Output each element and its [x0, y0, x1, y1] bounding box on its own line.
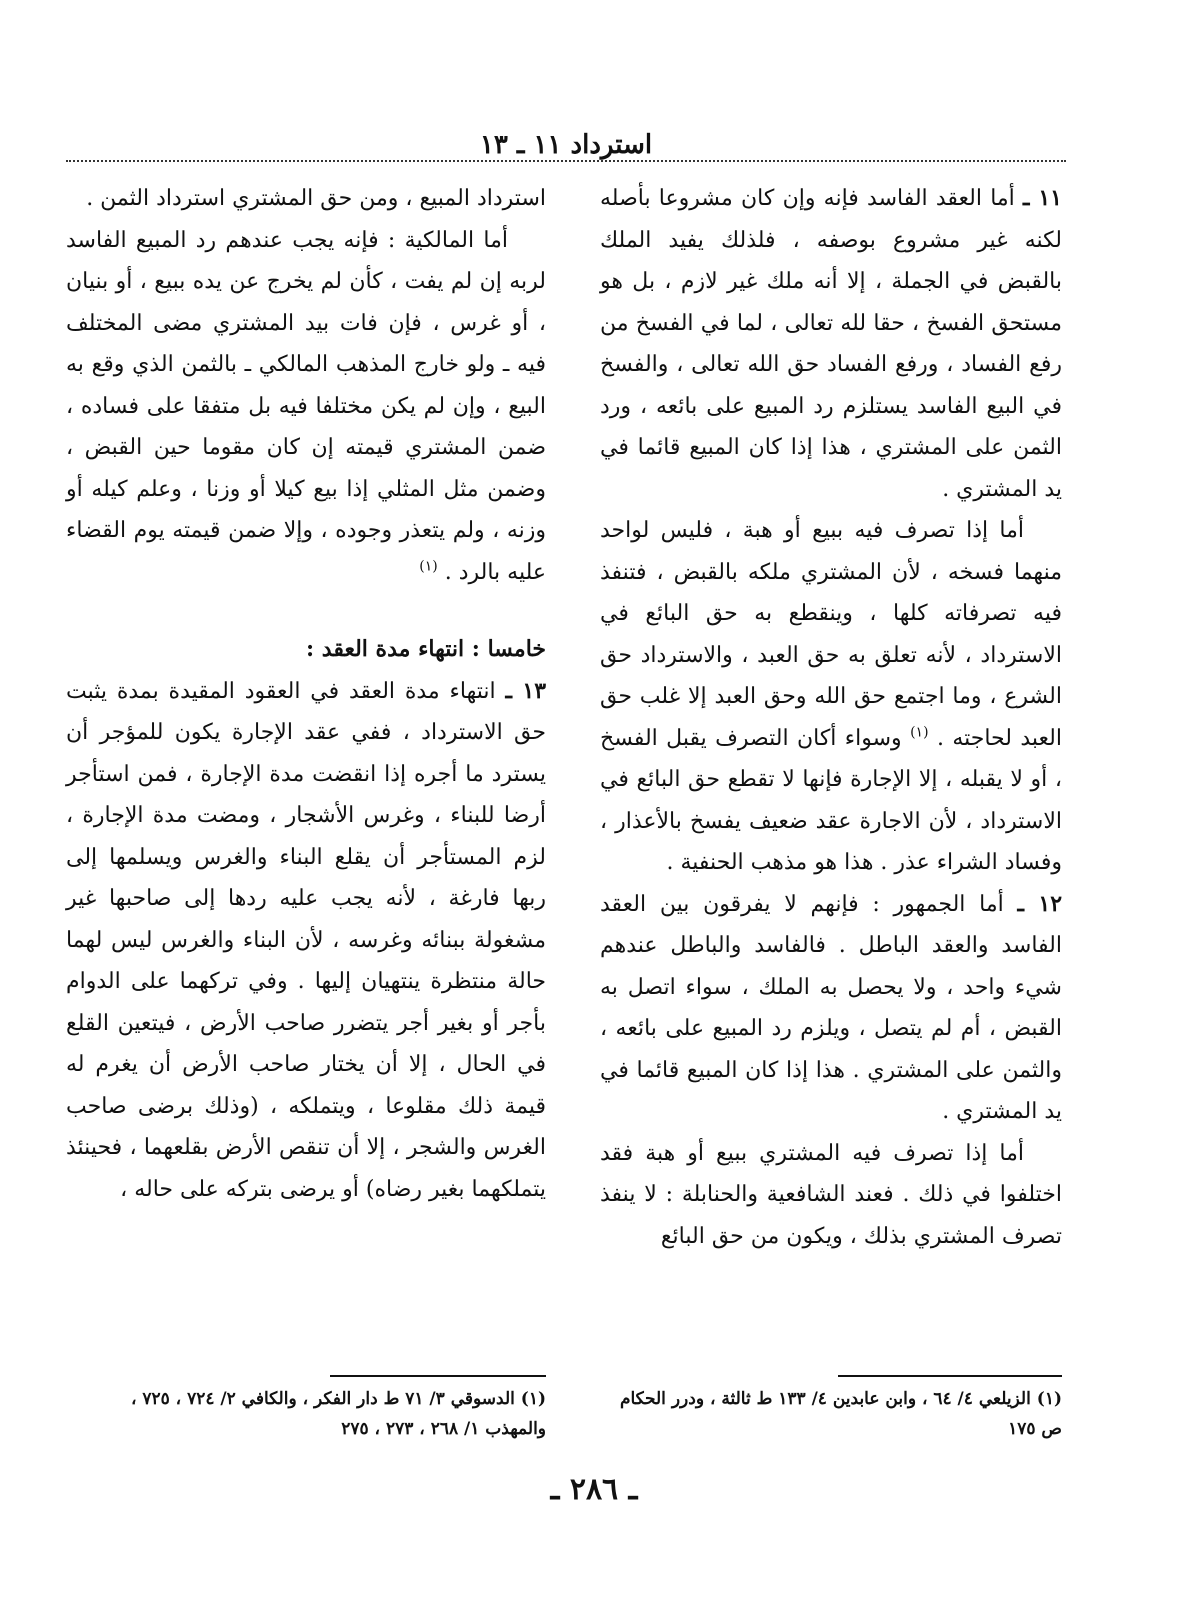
footnote-rule-left: [330, 1375, 546, 1377]
section-heading: خامسا : انتهاء مدة العقد :: [306, 636, 546, 662]
paragraph-11: [600, 178, 1062, 510]
header-dotted-rule: [66, 160, 1066, 162]
paragraph-text: أما المالكية : فإنه يجب عندهم رد المبيع الفاسد لربه إن لم يفت ، كأن لم يخرج عن يده ببيع ، أو بنيان ، أو غرس ، فإن فات بيد المشتري مضى المختلف فيه ـ ولو خارج المذهب المالكي ـ بالثمن الذي وقع به البيع ، وإن لم يكن مختلفا فيه بل متفقا على فساده ، ضمن المشتري قيمته إن كان مقوما حين القبض ، وضمن مثل المثلي إذا بيع كيلا أو وزنا ، وعلم كيله أو وزنه ، ولم يتعذر وجوده ، وإلا ضمن قيمته يوم القضاء عليه بالرد .: [66, 227, 546, 585]
footnote-right: (١) الزيلعي ٤/ ٦٤ ، وابن عابدين ٤/ ١٣٣ ط ثالثة ، ودرر الحكام ص ١٧٥: [619, 1389, 1062, 1439]
paragraph-number: ١٣ ـ: [505, 677, 547, 704]
paragraph-12-continued: [600, 1133, 1062, 1258]
left-column: [66, 178, 546, 1210]
footnote-marker: (١): [419, 558, 438, 575]
footnote-rule-right: [838, 1375, 1062, 1377]
paragraph-text: أما العقد الفاسد فإنه وإن كان مشروعا بأصله لكنه غير مشروع بوصفه ، فلذلك يفيد الملك بالقبض في الجملة ، إلا أنه ملك غير لازم ، بل هو مستحق الفسخ ، حقا لله تعالى ، لما في الفسخ من رفع الفساد ، ورفع الفساد حق الله تعالى ، والفسخ في البيع الفاسد يستلزم رد المبيع على بائعه ، ورد الثمن على المشتري ، هذا إذا كان المبيع قائما في يد المشتري .: [600, 186, 1062, 502]
paragraph-11-continued: [600, 510, 1062, 884]
paragraph-12: [600, 884, 1062, 1133]
paragraph-text: أما الجمهور : فإنهم لا يفرقون بين العقد الفاسد والعقد الباطل . فالفاسد والباطل عندهم شيء واحد ، ولا يحصل به الملك ، سواء اتصل به القبض ، أم لم يتصل ، ويلزم رد المبيع على بائعه ، والثمن على المشتري . هذا إذا كان المبيع قائما في يد المشتري .: [600, 891, 1062, 1124]
paragraph-continuation: استرداد المبيع ، ومن حق المشتري استرداد الثمن .: [86, 186, 546, 211]
paragraph-number: ١١ ـ: [1023, 185, 1062, 211]
paragraph-text: انتهاء مدة العقد في العقود المقيدة بمدة يثبت حق الاسترداد ، ففي عقد الإجارة يكون للمؤجر أن يسترد ما أجره إذا انقضت مدة الإجارة ، فمن استأجر أرضا للبناء ، وغرس الأشجار ، ومضت مدة الإجارة ، لزم المستأجر أن يقلع البناء والغرس ويسلمها إلى ربها فارغة ، لأنه يجب عليه ردها إلى صاحبها غير مشغولة ببنائه وغرسه ، لأن البناء والغرس ليس لهما حالة منتظرة ينتهيان إليها . وفي تركهما على الدوام بأجر أو بغير أجر يتضرر صاحب الأرض ، فيتعين القلع في الحال ، إلا أن يختار صاحب الأرض أن يغرم له قيمة ذلك مقلوعا ، ويتملكه ، (وذلك برضى صاحب الغرس والشجر ، إلا أن تنقص الأرض بقلعهما ، فحينئذ يتملكهما بغير رضاه) أو يرضى بتركه على حاله ،: [66, 678, 546, 1202]
paragraph-text: أما إذا تصرف فيه المشتري ببيع أو هبة فقد اختلفوا في ذلك . فعند الشافعية والحنابلة : لا ينفذ تصرف المشتري بذلك ، ويكون من حق البائع: [600, 1140, 1062, 1249]
running-header: استرداد ١١ ـ ١٣: [479, 130, 653, 160]
paragraph-maliki: [66, 220, 546, 594]
paragraph-13: [66, 671, 546, 1211]
page-number: ـ ٢٨٦ ـ: [550, 1472, 638, 1507]
paragraph-text: أما إذا تصرف فيه ببيع أو هبة ، فليس لواحد منهما فسخه ، لأن المشتري ملكه بالقبض ، فتنفذ فيه تصرفاته كلها ، وينقطع به حق البائع في الاسترداد ، لأنه تعلق به حق العبد ، والاسترداد حق الشرع ، وما اجتمع حق الله وحق العبد إلا غلب حق العبد لحاجته .: [600, 518, 1062, 751]
paragraph-text: وسواء أكان التصرف يقبل الفسخ ، أو لا يقبله ، إلا الإجارة فإنها لا تقطع حق البائع في الاسترداد ، لأن الاجارة عقد ضعيف يفسخ بالأعذار ، وفساد الشراء عذر . هذا هو مذهب الحنفية .: [600, 725, 1062, 875]
footnote-left: (١) الدسوقي ٣/ ٧١ ط دار الفكر ، والكافي ٢/ ٧٢٤ ، ٧٢٥ ، والمهذب ١/ ٢٦٨ ، ٢٧٣ ، ٢٧٥: [130, 1389, 546, 1439]
right-column: [600, 178, 1062, 1257]
footnote-marker: (١): [910, 724, 929, 741]
paragraph-number: ١٢ ـ: [1017, 890, 1063, 917]
